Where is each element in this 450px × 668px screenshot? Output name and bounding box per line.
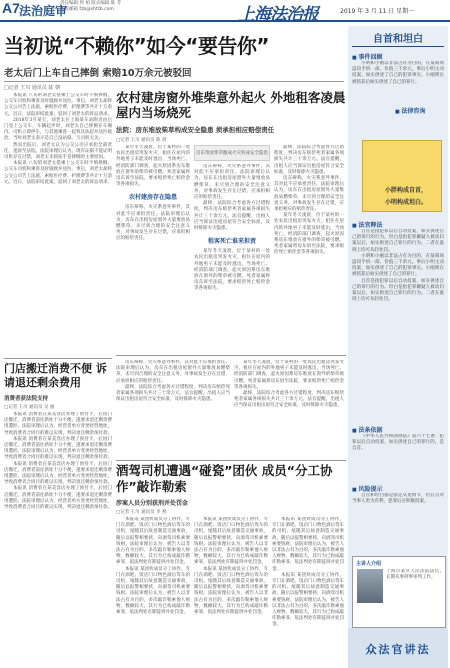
sidebar-paragraph: 《中华人民共和国刑法》第六十七条：犯罪以后自动投案，如实供述自己的罪行的，是自首。 bbox=[352, 434, 444, 452]
story2-paragraph: 最终，法院综合考虑各方过错程度，判决房东赔偿死者家属各项损失共计三十余万元。法官提醒，出租人应当保证出租房屋符合安全标准，及时排除火灾隐患。 bbox=[116, 384, 230, 403]
story2-caption: 房东堆放柴草酿成火灾构成安全隐患 bbox=[196, 151, 268, 156]
story4-paragraph: 本报讯 某团伙成员分工协作，专门在酒吧、饭店门口物色酒后驾车的司机，尾随其后故意制造交通事故，随后以报警相要挟，向酒驾司机索要钱财。法院审理后认为，被告人以非法占有为目的，多次敲诈勒索他人财物，数额较大，其行为已构成敲诈勒索罪，依法判处有期徒刑并处罚金。 bbox=[194, 517, 268, 566]
main-paragraph: 2018年3月某天，刘老太在上海某车站附近由后门登上公交车，车辆起步时，刘老太自己摔倒在车厢内。司机立即停车，与其他乘客一起将其扶起并送医救治。当时刘老太表示是自己没站稳，与司机无关。 bbox=[4, 117, 112, 142]
main-paragraph: 本报讯 八旬的刘老太搭乘上公交车时不慎摔倒，公交车司机和乘客及时施救并送医。事后，刘老太却将公交公司告上法庭，索赔医疗费、护理费等共计十万余元。近日，法院审结此案，驳回了刘老太的诉讼请求。 bbox=[4, 93, 112, 117]
header-meta-line2: 本版邮箱 fzb@shfzb.com bbox=[60, 7, 114, 12]
story4-paragraph: 本报讯 某团伙成员分工协作，专门在酒吧、饭店门口物色酒后驾车的司机，尾随其后故意制造交通事故，随后以报警相要挟，向酒驾司机索要钱财。法院审理后认为，被告人以非法占有为目的，多次敲诈勒索他人财物，数额较大，其行为已构成敲诈勒索罪，依法判处有期徒刑并处罚金。 bbox=[272, 517, 344, 572]
sidebar-section-title: ■ 法律咨询 bbox=[395, 106, 425, 115]
sidebar-section-text bbox=[352, 229, 444, 419]
divider bbox=[4, 81, 344, 82]
story2-paragraph: 房东辩称，火灾系意外事件，其对此不应承担责任。法院审理后认为，房东在出租房屋窗外大量堆放易燃柴草，未尽到合理的安全注意义务，对事故发生存在过错，应承担相应的赔偿责任。 bbox=[274, 176, 344, 213]
story2-paragraph: 某年冬天凌晨，位于某村的一处农民出租房突发火灾，租住在屋内的外地男子未能及时逃出，当场死亡。经消防部门调查，起火原因系房东堆放在窗外的柴草被引燃。死者家属将房东诉至法院，要求赔偿死亡赔偿金等各项损失。 bbox=[234, 360, 344, 390]
story4-headline: 酒驾司机遭遇“碰瓷”团伙 成员“分工协作”敲诈勒索 bbox=[116, 463, 333, 494]
profile-label: 主讲人介绍 bbox=[356, 561, 382, 567]
story3-subheadline: 消费者获法院支持 bbox=[4, 396, 49, 402]
sidebar-paragraph: 小明和小刚以非法占有为目的，在某商场盗窃手机一部，价值三千余元。事后小明主动投案，如实供述了自己的犯罪事实。小刚则在被抓获后如实供述了自己的罪行。 bbox=[352, 61, 444, 85]
story2-paragraph: 某年冬天凌晨，位于某村的一处农民出租房突发火灾，租住在屋内的外地男子未能及时逃出，当场死亡。经消防部门调查，起火原因系房东堆放在窗外的柴草被引燃。死者家属将房东诉至法院，要求赔偿死亡赔偿金等各项损失。 bbox=[116, 145, 190, 188]
story2-paragraph: 某年冬天凌晨，位于某村的一处农民出租房突发火灾，租住在屋内的外地男子未能及时逃出，当场死亡。经消防部门调查，起火原因系房东堆放在窗外的柴草被引燃。死者家属将房东诉至法院，要求赔偿死亡赔偿金等各项损失。 bbox=[274, 213, 344, 256]
profile-box bbox=[352, 556, 446, 628]
column-banner-title: 众法官讲法 bbox=[365, 643, 431, 656]
story2-byline: □记者 王川 通讯员 陈 晨 bbox=[116, 138, 167, 143]
newspaper-logo: 上海法治报 bbox=[238, 5, 318, 25]
story2-col1 bbox=[116, 145, 190, 350]
divider bbox=[4, 358, 112, 359]
story2-paragraph: 房东辩称，火灾系意外事件，其对此不应承担责任。法院审理后认为，房东在出租房屋窗外大量堆放易燃柴草，未尽到合理的安全注意义务，对事故发生存在过错，应承担相应的赔偿责任。 bbox=[194, 164, 270, 201]
sidebar-paragraph: 自首和坦白都是法定从宽情节，但自首对当事人更为有利，犯罪后应积极投案。 bbox=[352, 493, 444, 505]
story3-headline: 门店搬迁消费不便 诉请退还剩余费用 bbox=[4, 362, 107, 389]
sidebar-section-text bbox=[352, 493, 444, 549]
story4-col2 bbox=[194, 517, 268, 665]
story2-headline: 农村建房窗外堆柴意外起火 外地租客凌晨屋内当场烧死 bbox=[116, 90, 346, 120]
main-body bbox=[4, 93, 112, 353]
main-byline: □记者 王川 通讯员 陆 朝 bbox=[4, 85, 61, 91]
header-meta-line1: 责任编辑 周 柏 版式编辑 陈 芳 bbox=[60, 1, 122, 6]
divider bbox=[116, 460, 346, 461]
story2-subhead: 租客死亡谁来担责 bbox=[207, 238, 256, 246]
story3-body bbox=[4, 412, 112, 664]
story2-continued bbox=[234, 360, 344, 458]
story4-paragraph: 本报讯 某团伙成员分工协作，专门在酒吧、饭店门口物色酒后驾车的司机，尾随其后故意制造交通事故，随后以报警相要挟，向酒驾司机索要钱财。法院审理后认为，被告人以非法占有为目的，多次敲诈勒索他人财物，数额较大，其行为已构成敲诈勒索罪，依法判处有期徒刑并处罚金。 bbox=[194, 566, 268, 616]
sidebar-paragraph: 自首是指犯罪以后自动投案，如实供述自己的罪行的行为。坦白是指犯罪嫌疑人被动归案以后，如实供述自己罪行的行为。二者在量刑上均可从轻处罚。 bbox=[352, 229, 444, 253]
story2-col3 bbox=[274, 145, 344, 350]
story3-byline: □记者 王川 通讯员 吴 丽 bbox=[4, 405, 55, 410]
divider bbox=[116, 355, 346, 356]
story4-col3 bbox=[272, 517, 344, 665]
main-headline: 当初说“不赖你”如今“要告你” bbox=[4, 34, 270, 58]
story3-paragraph: 本报讯 消费者在某美容店办理了预付卡，后因门店搬迁，消费者前往新址十分不便，遂要求退还剩余费用遭拒。法院审理后认为，经营者单方变更经营地址，导致消费者合同目的难以实现，判决退还剩余预付款。 bbox=[4, 461, 112, 486]
story3-paragraph: 本报讯 消费者在某美容店办理了预付卡，后因门店搬迁，消费者前往新址十分不便，遂要求退还剩余费用遭拒。法院审理后认为，经营者单方变更经营地址，导致消费者合同目的难以实现，判决退还剩余预付款。 bbox=[4, 436, 112, 461]
story4-subheadline: 涉案人员分别获刑并处罚金 bbox=[116, 500, 189, 507]
divider bbox=[352, 46, 444, 47]
story3-paragraph: 本报讯 消费者在某美容店办理了预付卡，后因门店搬迁，消费者前往新址十分不便，遂要求退还剩余费用遭拒。法院审理后认为，经营者单方变更经营地址，导致消费者合同目的难以实现，判决退还剩余预付款。 bbox=[4, 486, 112, 511]
page-number: A7 bbox=[2, 0, 20, 16]
story4-byline: □记者 王川 通讯员 李 燕 bbox=[116, 510, 167, 515]
cartoon-caption: 小明构成坦白。 bbox=[385, 199, 428, 206]
story4-paragraph: 本报讯 某团伙成员分工协作，专门在酒吧、饭店门口物色酒后驾车的司机，尾随其后故意制造交通事故，随后以报警相要挟，向酒驾司机索要钱财。法院审理后认为，被告人以非法占有为目的，多次敲诈勒索他人财物，数额较大，其行为已构成敲诈勒索罪，依法判处有期徒刑并处罚金。 bbox=[116, 517, 190, 566]
sidebar-section-text bbox=[352, 434, 444, 478]
story2-subhead: 农村建房存在隐患 bbox=[128, 194, 177, 202]
story4-col1 bbox=[116, 517, 190, 665]
sidebar-section-text bbox=[352, 61, 444, 97]
section-name: 法治庭审 bbox=[19, 4, 68, 18]
avatar bbox=[357, 569, 383, 603]
sidebar-section-title: ■ 事件回顾 bbox=[352, 52, 382, 61]
story2-paragraph: 房东辩称，火灾系意外事件，其对此不应承担责任。法院审理后认为，房东在出租房屋窗外大量堆放易燃柴草，未尽到合理的安全注意义务，对事故发生存在过错，应承担相应的赔偿责任。 bbox=[116, 360, 230, 384]
sidebar-section-title: ■ 法条依据 bbox=[352, 425, 382, 434]
sidebar-title: 自首和坦白 bbox=[373, 34, 423, 45]
story2-paragraph: 最终，法院综合考虑各方过错程度，判决房东赔偿死者家属各项损失共计三十余万元。法官提醒，出租人应当保证出租房屋符合安全标准，及时排除火灾隐患。 bbox=[194, 201, 270, 232]
main-paragraph: 然而出院后，刘老太认为公交公司应承担全部责任，遂诉至法院。法院审理后认为，现有证据不能证明司机存在过错，刘老太未抓扶手是摔倒的主要原因。 bbox=[4, 142, 112, 161]
main-paragraph: 本报讯 八旬的刘老太搭乘上公交车时不慎摔倒，公交车司机和乘客及时施救并送医。事后，刘老太却将公交公司告上法庭，索赔医疗费、护理费等共计十万余元。近日，法院审结此案，驳回了刘老太的诉讼请求。 bbox=[4, 161, 112, 185]
story3-paragraph: 本报讯 消费者在某美容店办理了预付卡，后因门店搬迁，消费者前往新址十分不便，遂要求退还剩余费用遭拒。法院审理后认为，经营者单方变更经营地址，导致消费者合同目的难以实现，判决退还剩余预付款。 bbox=[4, 412, 112, 436]
story2-paragraph: 最终，法院综合考虑各方过错程度，判决房东赔偿死者家属各项损失共计三十余万元。法官提醒，出租人应当保证出租房屋符合安全标准，及时排除火灾隐患。 bbox=[274, 145, 344, 175]
story2-continued bbox=[116, 360, 230, 458]
story4-paragraph: 本报讯 某团伙成员分工协作，专门在酒吧、饭店门口物色酒后驾车的司机，尾随其后故意制造交通事故，随后以报警相要挟，向酒驾司机索要钱财。法院审理后认为，被告人以非法占有为目的，多次敲诈勒索他人财物，数额较大，其行为已构成敲诈勒索罪，依法判处有期徒刑并处罚金。 bbox=[116, 566, 190, 616]
story2-subheadline: 法院：房东堆放柴草构成安全隐患 须承担相应赔偿责任 bbox=[116, 126, 275, 134]
sidebar-section-title: ■ 风险提示 bbox=[352, 484, 382, 493]
sidebar-section-title: ■ 法官释法 bbox=[352, 220, 382, 229]
story2-paragraph: 某年冬天凌晨，位于某村的一处农民出租房突发火灾，租住在屋内的外地男子未能及时逃出，当场死亡。经消防部门调查，起火原因系房东堆放在窗外的柴草被引燃。死者家属将房东诉至法院，要求赔偿死亡赔偿金等各项损失。 bbox=[194, 249, 270, 292]
header-meta bbox=[60, 1, 240, 13]
profile-text bbox=[386, 569, 444, 625]
profile-paragraph: 上海市某区人民法院法官，长期从事刑事审判工作。 bbox=[386, 569, 444, 581]
sidebar-paragraph: 自首是指犯罪以后自动投案，如实供述自己的罪行的行为。坦白是指犯罪嫌疑人被动归案以后，如实供述自己罪行的行为。二者在量刑上均可从轻处罚。 bbox=[352, 278, 444, 303]
cartoon-caption: 小胖构成自首， bbox=[385, 187, 428, 194]
story2-paragraph: 最终，法院综合考虑各方过错程度，判决房东赔偿死者家属各项损失共计三十余万元。法官提醒，出租人应当保证出租房屋符合安全标准，及时排除火灾隐患。 bbox=[234, 391, 344, 409]
cartoon-illustration bbox=[362, 140, 442, 212]
story2-col2 bbox=[194, 164, 270, 350]
main-subheadline: 老太后门上车自己摔倒 索赔10万余元被驳回 bbox=[4, 68, 192, 79]
issue-date: 2019 年 3 月 11 日 星期一 bbox=[340, 8, 415, 15]
story4-paragraph: 本报讯 某团伙成员分工协作，专门在酒吧、饭店门口物色酒后驾车的司机，尾随其后故意制造交通事故，随后以报警相要挟，向酒驾司机索要钱财。法院审理后认为，被告人以非法占有为目的，多次敲诈勒索他人财物，数额较大，其行为已构成敲诈勒索罪，依法判处有期徒刑并处罚金。 bbox=[272, 572, 344, 628]
sidebar-paragraph: 小明和小刚以非法占有为目的，在某商场盗窃手机一部，价值三千余元。事后小明主动投案，如实供述了自己的犯罪事实。小刚则在被抓获后如实供述了自己的罪行。 bbox=[352, 253, 444, 278]
story2-paragraph: 房东辩称，火灾系意外事件，其对此不应承担责任。法院审理后认为，房东在出租房屋窗外大量堆放易燃柴草，未尽到合理的安全注意义务，对事故发生存在过错，应承担相应的赔偿责任。 bbox=[116, 205, 190, 242]
